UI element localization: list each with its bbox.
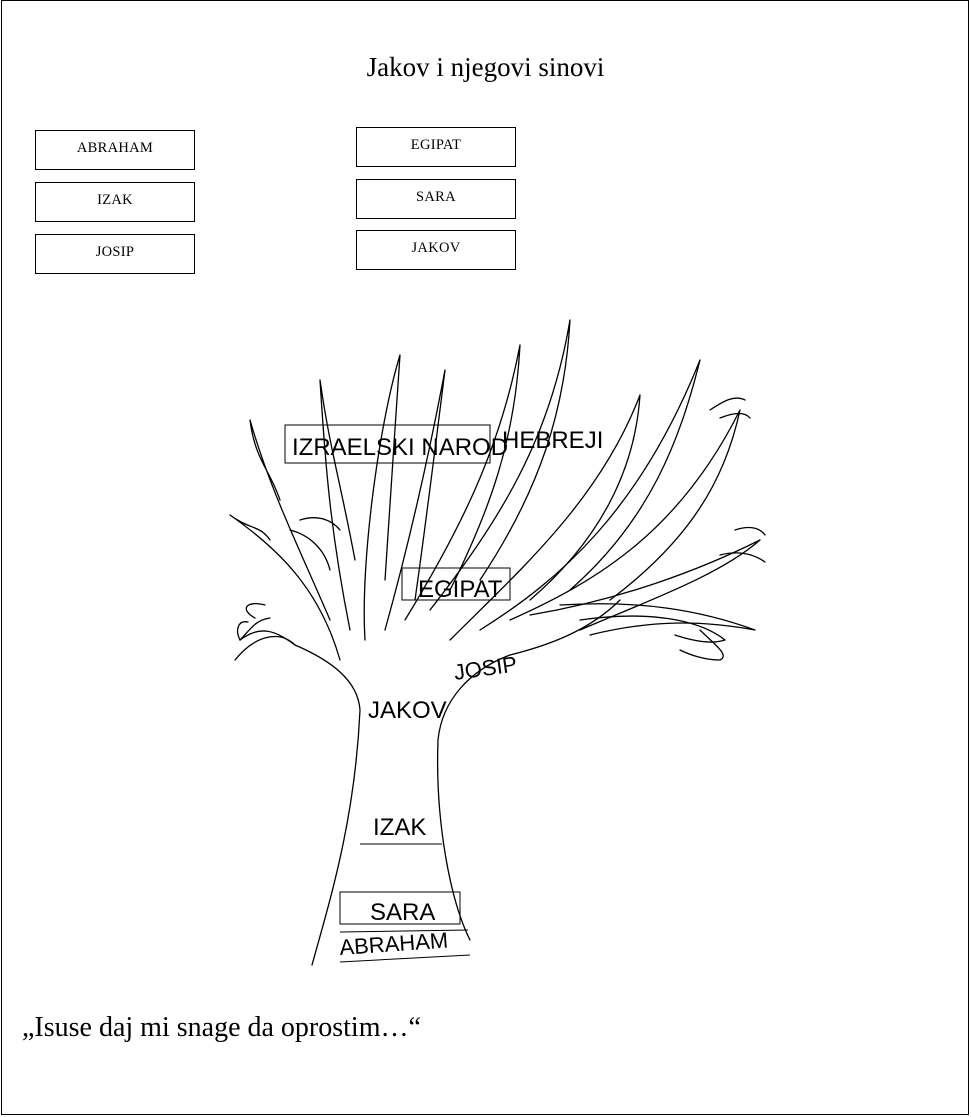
word-box-sara: SARA: [356, 179, 516, 219]
tree-label-hebreji: HEBREJI: [502, 427, 604, 454]
family-tree-drawing: [180, 300, 790, 980]
word-box-abraham: ABRAHAM: [35, 130, 195, 170]
tree-label-josip: JOSIP: [452, 651, 519, 685]
word-box-egipat: EGIPAT: [356, 127, 516, 167]
word-box-jakov: JAKOV: [356, 230, 516, 270]
tree-label-abraham: ABRAHAM: [338, 927, 449, 960]
tree-label-izraelski-narod: IZRAELSKI NAROD: [292, 434, 509, 461]
page-title: Jakov i njegovi sinovi: [366, 52, 605, 82]
tree-label-jakov: JAKOV: [368, 697, 447, 724]
tree-label-sara: SARA: [370, 899, 436, 926]
word-box-josip: JOSIP: [35, 234, 195, 274]
tree-label-egipat: EGIPAT: [418, 576, 503, 603]
word-box-izak: IZAK: [35, 182, 195, 222]
tree-label-izak: IZAK: [373, 814, 427, 841]
page-top-border: [1, 0, 969, 1]
closing-quote: „Isuse daj mi snage da oprostim…“: [22, 1012, 421, 1043]
